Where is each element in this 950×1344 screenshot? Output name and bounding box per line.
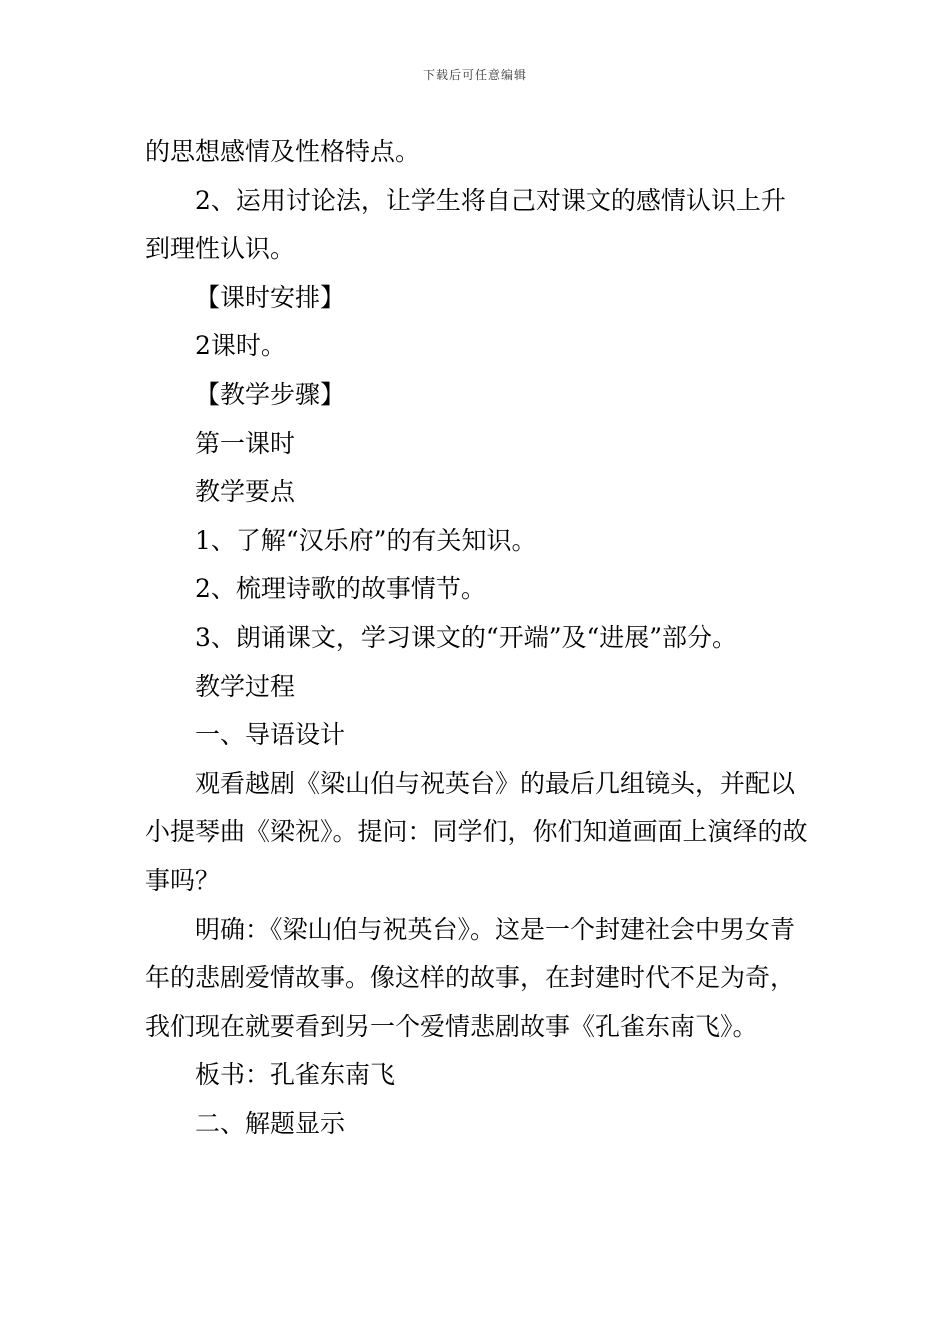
paragraph-intro: 观看越剧《梁山伯与祝英台》的最后几组镜头，并配以小提琴曲《梁祝》。提问：同学们，你们知道画面上演绎的故事吗？ — [145, 768, 808, 895]
document-body — [145, 128, 810, 1148]
section-heading-steps: 【教学步骤】 — [195, 379, 346, 409]
list-item-2: 2、梳理诗歌的故事情节。 — [195, 574, 486, 604]
paragraph-board: 板书：孔雀东南飞 — [195, 1060, 396, 1090]
subheading-key-points: 教学要点 — [195, 477, 296, 507]
section-heading-schedule: 【课时安排】 — [195, 282, 346, 312]
paragraph-clarify: 明确：《梁山伯与祝英台》。这是一个封建社会中男女青年的悲剧爱情故事。像这样的故事，在封建时代不足为奇，我们现在就要看到另一个爱情悲剧故事《孔雀东南飞》。 — [145, 914, 796, 1041]
subheading-process: 教学过程 — [195, 671, 296, 701]
list-item-3: 3、朗诵课文，学习课文的“开端”及“进展”部分。 — [195, 622, 738, 652]
page-header: 下载后可任意编辑 — [422, 68, 527, 82]
subheading-intro: 一、导语设计 — [195, 720, 346, 750]
paragraph-2: 2、运用讨论法，让学生将自己对课文的感情认识上升到理性认识。 — [145, 185, 786, 264]
subheading-first-lesson: 第一课时 — [195, 428, 296, 458]
list-item-1: 1、了解“汉乐府”的有关知识。 — [195, 525, 537, 555]
subheading-title-explain: 二、解题显示 — [195, 1108, 346, 1138]
paragraph-class-hours: 2课时。 — [195, 331, 286, 361]
paragraph-1: 的思想感情及性格特点。 — [145, 137, 421, 166]
